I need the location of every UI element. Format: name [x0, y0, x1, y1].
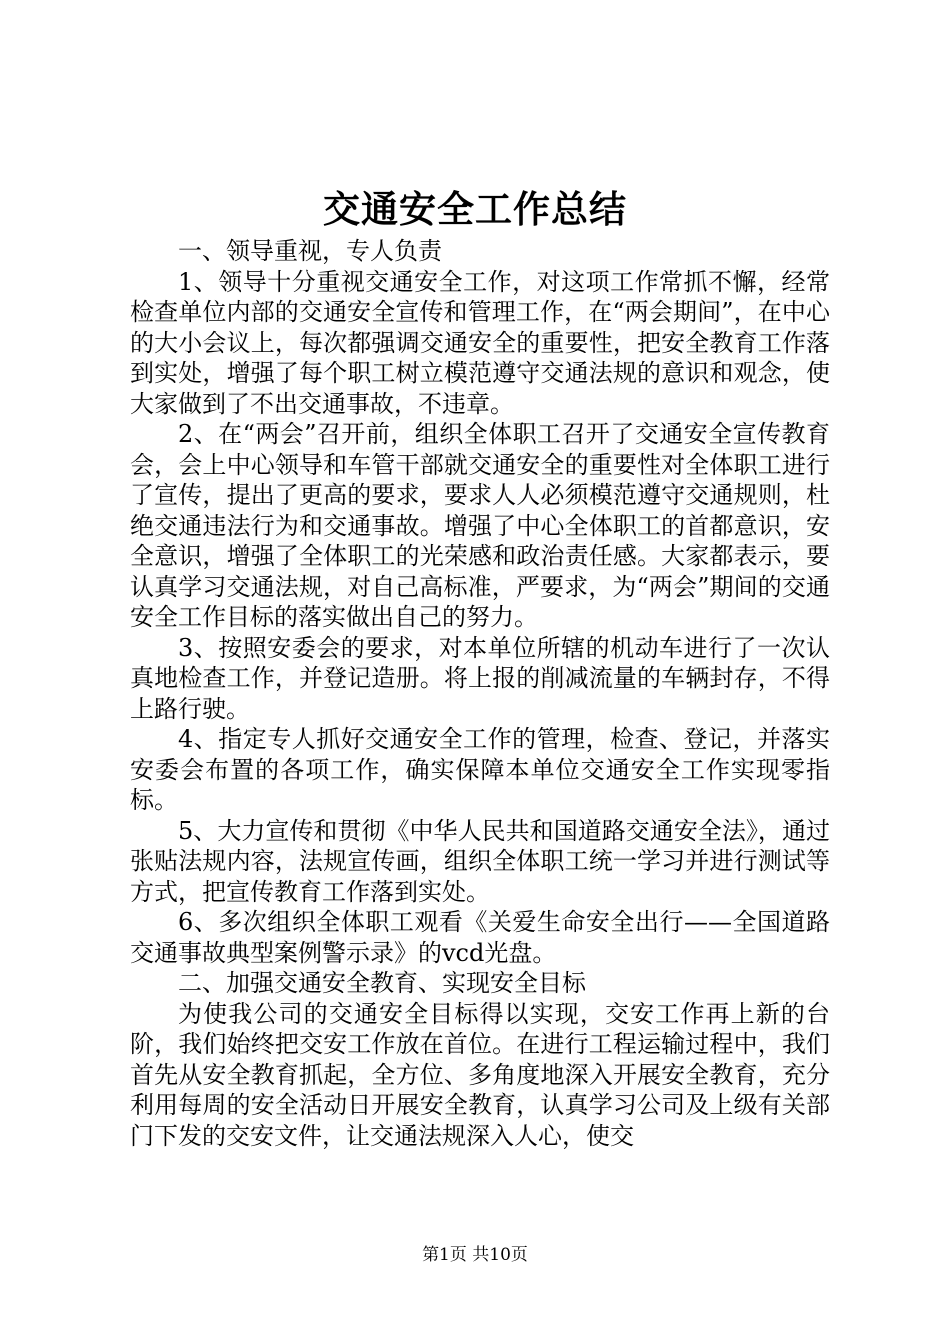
- paragraph-body: 为使我公司的交通安全目标得以实现，交安工作再上新的台阶，我们始终把交安工作放在首位。在进行工程运输过程中，我们首先从安全教育抓起，全方位、多角度地深入开展安全教育，充分利用每周的安全活动日开展安全教育，认真学习公司及上级有关部门下发的交安文件，让交通法规深入人心，使交: [130, 999, 830, 1150]
- paragraph-item-5: 5、大力宣传和贯彻《中华人民共和国道路交通安全法》，通过张贴法规内容，法规宣传画，组织全体职工统一学习并进行测试等方式，把宣传教育工作落到实处。: [130, 816, 830, 906]
- section-heading-2: 二、加强交通安全教育、实现安全目标: [178, 969, 586, 997]
- page-number-footer: 第1页 共10页: [422, 1245, 528, 1265]
- paragraph-item-1: 1、领导十分重视交通安全工作，对这项工作常抓不懈，经常检查单位内部的交通安全宣传和管理工作，在“两会期间”，在中心的大小会议上，每次都强调交通安全的重要性，把安全教育工作落到实处，增强了每个职工树立模范遵守交通法规的意识和观念，使大家做到了不出交通事故，不违章。: [130, 267, 830, 418]
- paragraph-item-2: 2、在“两会”召开前，组织全体职工召开了交通安全宣传教育会，会上中心领导和车管干部就交通安全的重要性对全体职工进行了宣传，提出了更高的要求，要求人人必须模范遵守交通规则，杜绝交通违法行为和交通事故。增强了中心全体职工的首都意识，安全意识，增强了全体职工的光荣感和政治责任感。大家都表示，要认真学习交通法规，对自己高标准，严要求，为“两会”期间的交通安全工作目标的落实做出自己的努力。: [130, 420, 830, 631]
- paragraph-item-6: 6、多次组织全体职工观看《关爱生命安全出行——全国道路交通事故典型案例警示录》的vcd光盘。: [130, 908, 830, 967]
- document-body: [130, 236, 830, 1151]
- paragraph-item-4: 4、指定专人抓好交通安全工作的管理，检查、登记，并落实安委会布置的各项工作，确实保障本单位交通安全工作实现零指标。: [130, 725, 830, 814]
- document-title: 交通安全工作总结: [323, 187, 627, 231]
- section-heading-1: 一、领导重视，专人负责: [178, 237, 442, 265]
- paragraph-item-3: 3、按照安委会的要求，对本单位所辖的机动车进行了一次认真地检查工作，并登记造册。将上报的削减流量的车辆封存，不得上路行驶。: [130, 633, 830, 723]
